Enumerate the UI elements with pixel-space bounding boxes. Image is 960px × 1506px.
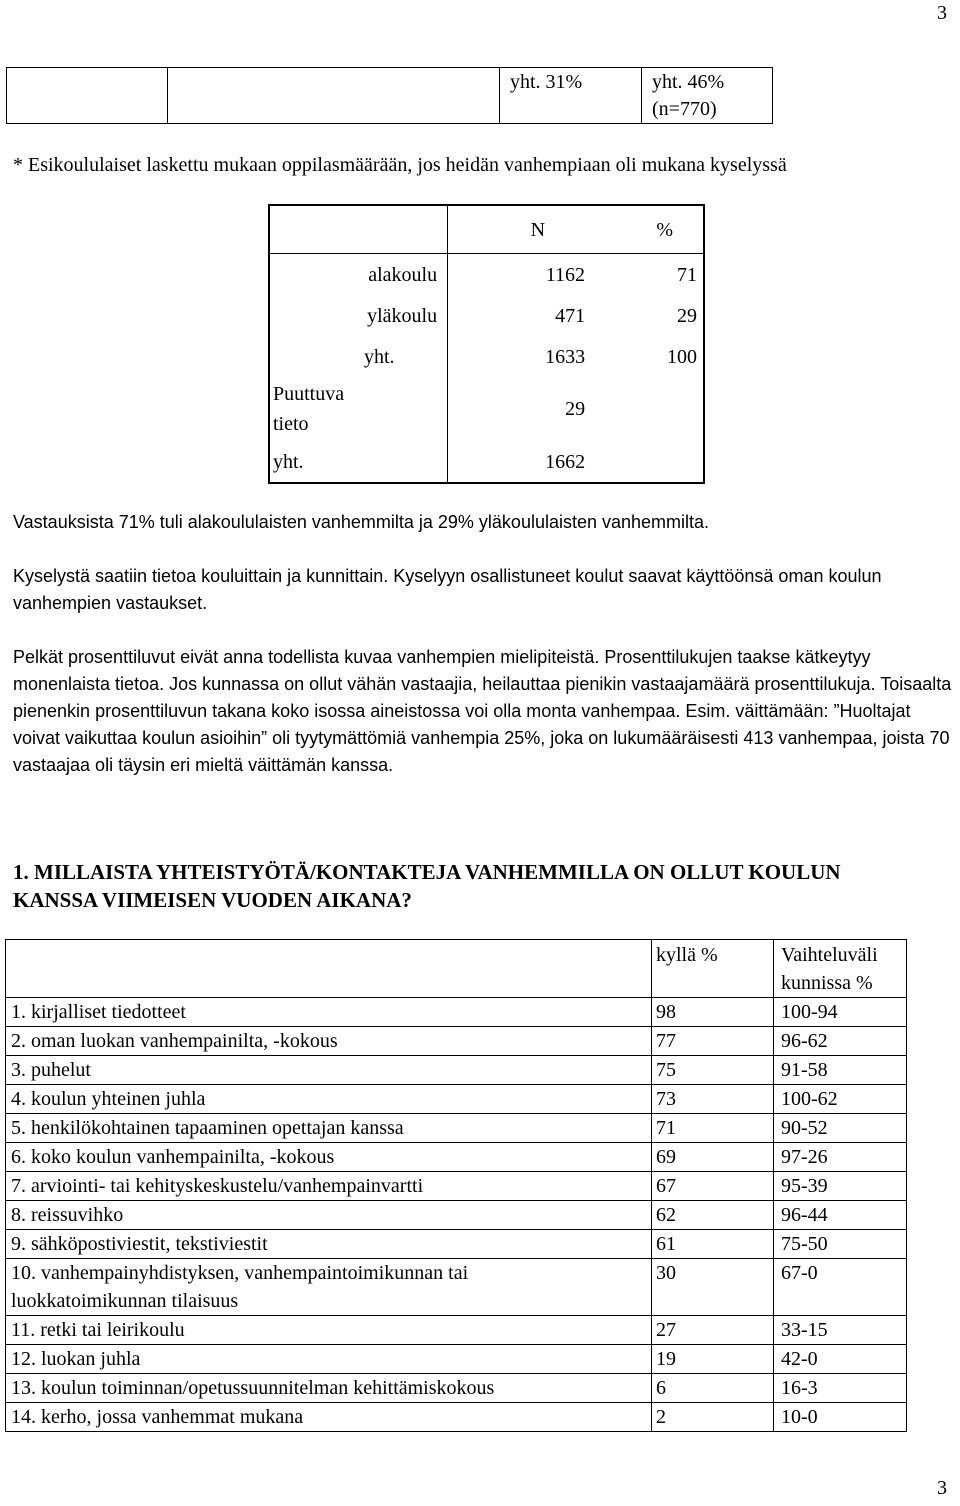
freq-header-row [269,205,704,254]
range-value: 91-58 [774,1056,907,1085]
contact-row [6,1316,907,1345]
yes-percent-value: 75 [652,1056,774,1085]
contact-type-label: 12. luokan juhla [6,1345,652,1374]
contact-row [6,998,907,1027]
section-heading: 1. MILLAISTA YHTEISTYÖTÄ/KONTAKTEJA VANHEMMILLA ON OLLUT KOULUN KANSSA VIIMEISEN VUODEN AIKANA? [13,860,841,912]
yes-percent-value: 27 [652,1316,774,1345]
yes-percent-value: 30 [652,1259,774,1316]
contact-row [6,1085,907,1114]
header-range: Vaihteluväli kunnissa % [774,940,907,998]
page-number-top: 3 [937,2,947,24]
contact-type-label: 1. kirjalliset tiedotteet [6,998,652,1027]
contact-type-label: 4. koulun yhteinen juhla [6,1085,652,1114]
contact-row [6,1027,907,1056]
range-value: 100-94 [774,998,907,1027]
contact-type-label: 13. koulun toiminnan/opetussuunnitelman kehittämiskokous [6,1374,652,1403]
contact-row [6,1056,907,1085]
page-number-bottom: 3 [937,1477,947,1499]
range-value: 10-0 [774,1403,907,1432]
contact-type-label: 11. retki tai leirikoulu [6,1316,652,1345]
range-value: 42-0 [774,1345,907,1374]
yes-percent-value: 62 [652,1201,774,1230]
freq-row: alakoulu 1162 71 [269,254,704,296]
range-value: 33-15 [774,1316,907,1345]
contact-row [6,1143,907,1172]
contact-type-label: 5. henkilökohtainen tapaaminen opettajan kanssa [6,1114,652,1143]
freq-row: yht. 1633 100 [269,336,704,377]
yes-percent-value: 19 [652,1345,774,1374]
contact-row [6,1345,907,1374]
yes-percent-value: 69 [652,1143,774,1172]
contact-row [6,1172,907,1201]
freq-row: Puuttuva tieto 29 [269,377,704,441]
frequency-table [268,204,705,484]
yes-percent-value: 67 [652,1172,774,1201]
summary-table-fragment [6,67,773,124]
header-percent: % [591,205,704,254]
yes-percent-value: 61 [652,1230,774,1259]
contact-row [6,1259,907,1316]
contact-row [6,1374,907,1403]
contact-row [6,1114,907,1143]
contact-type-label: 8. reissuvihko [6,1201,652,1230]
contact-type-label: 10. vanhempainyhdistyksen, vanhempaintoimikunnan tai luokkatoimikunnan tilaisuus [6,1259,652,1316]
range-value: 67-0 [774,1259,907,1316]
yes-percent-value: 2 [652,1403,774,1432]
contact-type-label: 14. kerho, jossa vanhemmat mukana [6,1403,652,1432]
empty-cell [168,68,500,124]
contact-row [6,1403,907,1432]
contact-header-row [6,940,907,998]
contact-type-label: 2. oman luokan vanhempainilta, -kokous [6,1027,652,1056]
yes-percent-value: 6 [652,1374,774,1403]
paragraph-distribution: Vastauksista 71% tuli alakoululaisten vanhemmilta ja 29% yläkoululaisten vanhemmilta. [13,512,710,532]
range-value: 96-62 [774,1027,907,1056]
range-value: 16-3 [774,1374,907,1403]
yes-percent-value: 98 [652,998,774,1027]
contact-type-label: 9. sähköpostiviestit, tekstiviestit [6,1230,652,1259]
contact-type-label: 3. puhelut [6,1056,652,1085]
footnote: * Esikoululaiset laskettu mukaan oppilasmäärään, jos heidän vanhempiaan oli mukana kyselyssä [13,154,787,176]
range-value: 95-39 [774,1172,907,1201]
contact-type-label: 6. koko koulun vanhempainilta, -kokous [6,1143,652,1172]
header-n: N [448,205,591,254]
range-value: 75-50 [774,1230,907,1259]
contact-types-table [5,939,907,1432]
paragraph-percentages: Pelkät prosenttiluvut eivät anna todellista kuvaa vanhempien mielipiteistä. Prosenttilukujen taakse kätkeytyy monenlaista tietoa. Jos kunnassa on ollut vähän vastaajia, heilauttaa pienikin vastaajamäärä prosenttilukuja. Toisaalta pienenkin prosenttiluvun takana koko isossa aineistossa voi olla monta vanhempaa. Esim. väittämään: ”Huoltajat voivat vaikuttaa koulun asioihin” oli tyytymättömiä vanhempia 25%, joka on lukumääräisesti 413 vanhempaa, joista 70 vastaajaa oli täysin eri mieltä väittämän kanssa. [13,647,952,775]
range-value: 97-26 [774,1143,907,1172]
total-31-cell: yht. 31% [500,68,642,124]
yes-percent-value: 73 [652,1085,774,1114]
contact-row [6,1201,907,1230]
total-46-cell: yht. 46% (n=770) [642,68,773,124]
contact-row [6,1230,907,1259]
freq-row: yht. 1662 [269,441,704,483]
contact-type-label: 7. arviointi- tai kehityskeskustelu/vanhempainvartti [6,1172,652,1201]
range-value: 90-52 [774,1114,907,1143]
header-yes-percent: kyllä % [652,940,774,998]
range-value: 96-44 [774,1201,907,1230]
paragraph-school-data: Kyselystä saatiin tietoa kouluittain ja kunnittain. Kyselyyn osallistuneet koulut saavat käyttöönsä oman koulun vanhempien vastaukset. [13,566,882,613]
range-value: 100-62 [774,1085,907,1114]
empty-cell [7,68,168,124]
yes-percent-value: 77 [652,1027,774,1056]
freq-row: yläkoulu 471 29 [269,295,704,336]
yes-percent-value: 71 [652,1114,774,1143]
